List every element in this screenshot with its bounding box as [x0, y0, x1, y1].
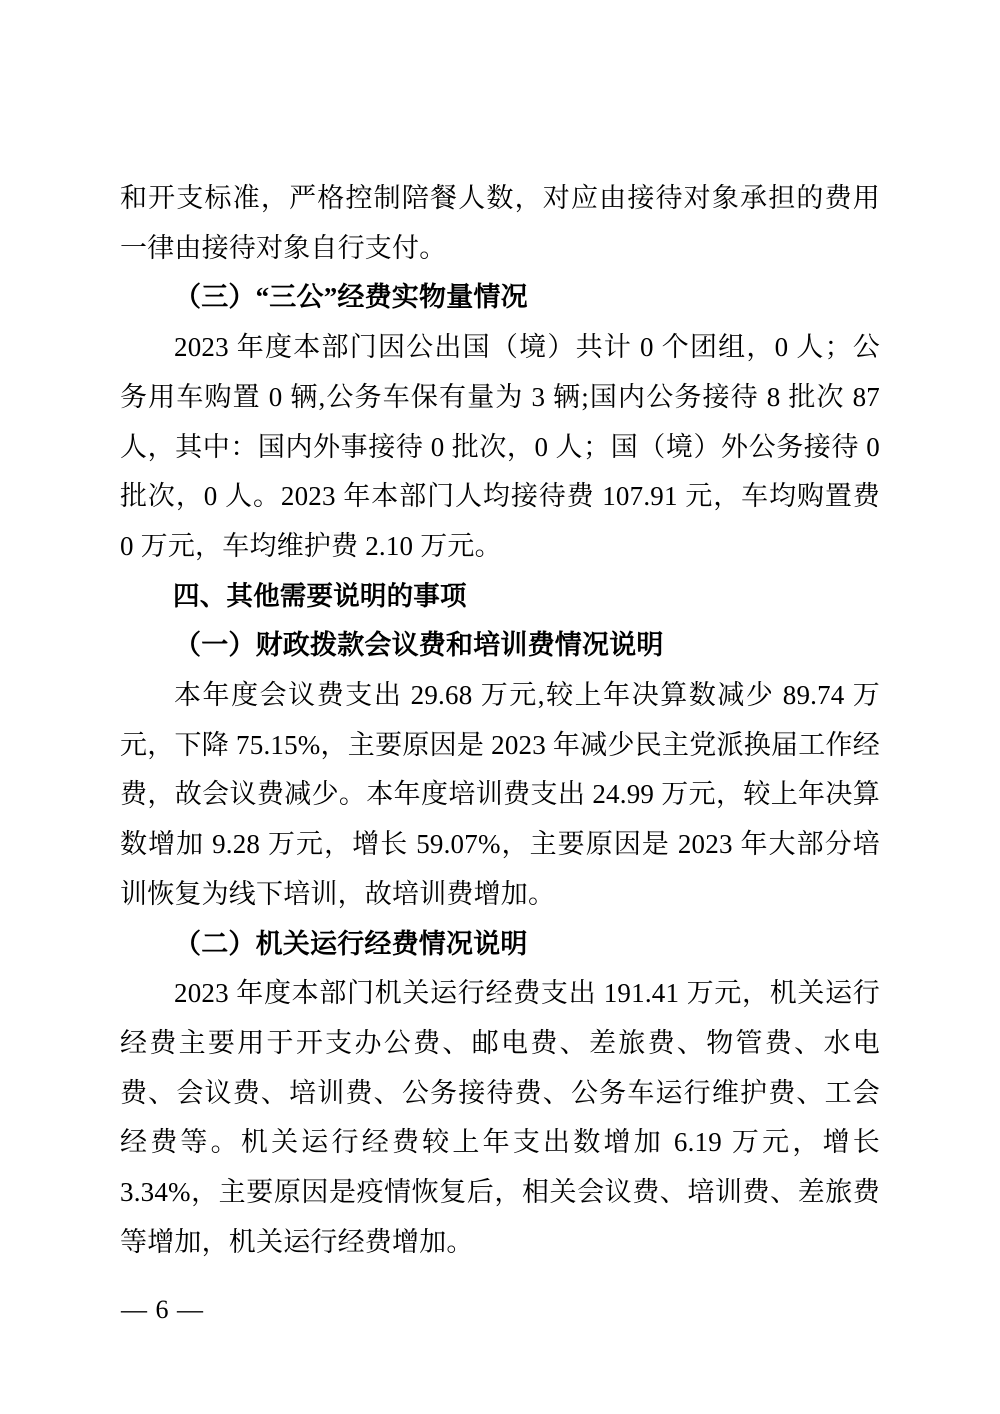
page-number: — 6 —: [121, 1295, 204, 1324]
heading-part-four-other-matters: 四、其他需要说明的事项: [173, 580, 467, 611]
heading-subsection-one-meeting-training-fees: （一）财政拨款会议费和培训费情况说明: [174, 630, 664, 661]
paragraph-continuation-payment-rules: 和开支标准，严格控制陪餐人数，对应由接待对象承担的费用一律由接待对象自行支付。: [120, 183, 880, 263]
paragraph-operating-expenses: 2023 年度本部门机关运行经费支出 191.41 万元，机关运行经费主要用于开支办公费、邮电费、差旅费、物管费、水电费、会议费、培训费、公务接待费、公务车运行维护费、工会经费等。机关运行经费较上年支出数增加 6.19 万元，增长 3.34%，主要原因是疫情恢复后，相关会议费、培训费、差旅费等增加，机关运行经费增加。: [120, 978, 880, 1257]
paragraph-meeting-training-fees: 本年度会议费支出 29.68 万元,较上年决算数减少 89.74 万元，下降 75.15%，主要原因是 2023 年减少民主党派换届工作经费，故会议费减少。本年度培训费支出 24.99 万元，较上年决算数增加 9.28 万元，增长 59.07%，主要原因是 2023 年大部分培训恢复为线下培训，故培训费增加。: [120, 680, 880, 909]
paragraph-three-public-quantities: 2023 年度本部门因公出国（境）共计 0 个团组，0 人；公务用车购置 0 辆,公务车保有量为 3 辆;国内公务接待 8 批次 87 人，其中：国内外事接待 0 批次，0 人；国（境）外公务接待 0 批次，0 人。2023 年本部门人均接待费 107.91 元，车均购置费 0 万元，车均维护费 2.10 万元。: [120, 332, 880, 561]
heading-section-three-public-quantities: （三）“三公”经费实物量情况: [174, 282, 528, 313]
document-body: [120, 174, 880, 1267]
heading-subsection-two-operating-expenses: （二）机关运行经费情况说明: [174, 928, 528, 959]
